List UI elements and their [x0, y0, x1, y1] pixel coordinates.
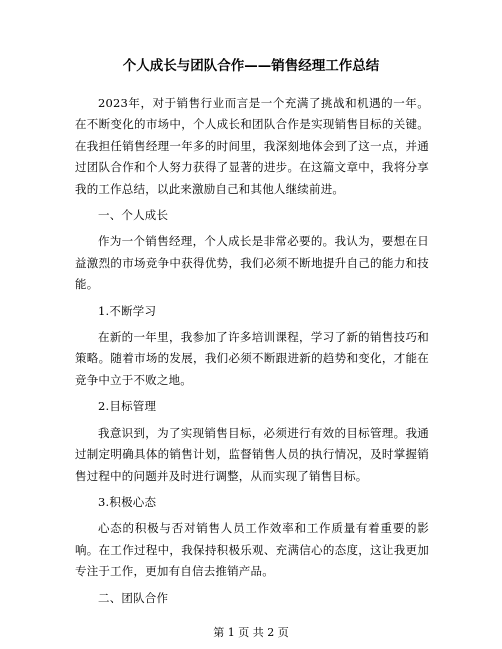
document-body [75, 93, 429, 614]
personal-growth-paragraph: 作为一个销售经理，个人成长是非常必要的。我认为，要想在日益激烈的市场竞争中获得优势，我们必须不断地提升自己的能力和技能。 [75, 234, 429, 292]
section-heading-teamwork: 二、团队合作 [98, 590, 169, 605]
document-title: 个人成长与团队合作——销售经理工作总结 [122, 58, 380, 74]
subheading-goal-management: 2.目标管理 [98, 399, 157, 414]
page-number-footer: 第 1 页 共 2 页 [213, 626, 289, 639]
subheading-continuous-learning: 1.不断学习 [98, 303, 157, 318]
positive-attitude-paragraph: 心态的积极与否对销售人员工作效率和工作质量有着重要的影响。在工作过程中，我保持积极乐观、充满信心的态度，这让我更加专注于工作，更加有自信去推销产品。 [75, 521, 429, 579]
goal-management-paragraph: 我意识到，为了实现销售目标，必须进行有效的目标管理。我通过制定明确具体的销售计划，监督销售人员的执行情况，及时掌握销售过程中的问题并及时进行调整，从而实现了销售目标。 [75, 425, 429, 483]
section-heading-personal-growth: 一、个人成长 [98, 208, 169, 223]
subheading-positive-attitude: 3.积极心态 [98, 494, 157, 509]
continuous-learning-paragraph: 在新的一年里，我参加了许多培训课程，学习了新的销售技巧和策略。随着市场的发展，我们必须不断跟进新的趋势和变化，才能在竞争中立于不败之地。 [75, 330, 429, 387]
intro-paragraph: 2023年，对于销售行业而言是一个充满了挑战和机遇的一年。在不断变化的市场中，个人成长和团队合作是实现销售目标的关键。在我担任销售经理一年多的时间里，我深刻地体会到了这一点，并通过团队合作和个人努力获得了显著的进步。在这篇文章中，我将分享我的工作总结，以此来激励自己和其他人继续前进。 [75, 96, 429, 196]
